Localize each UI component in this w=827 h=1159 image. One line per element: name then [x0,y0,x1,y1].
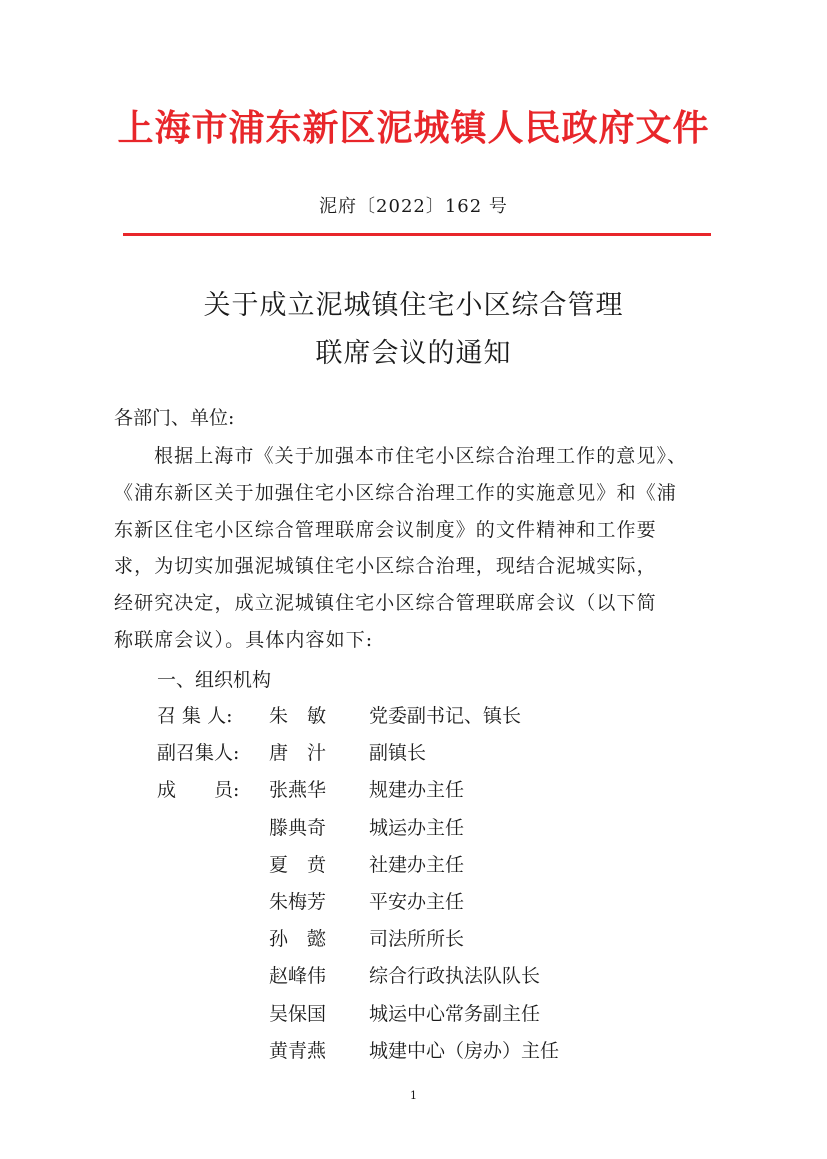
notice-title [0,282,827,378]
red-divider-line [123,233,711,236]
member-role: 召 集 人: [157,705,233,727]
member-title: 副镇长 [369,742,427,765]
member-name: 唐 汁 [269,742,327,765]
notice-title-line: 联席会议的通知 [315,338,512,369]
member-title: 司法所所长 [369,928,465,951]
member-row [0,701,827,738]
body-line: 称联席会议）。具体内容如下: [114,628,374,651]
member-name: 赵峰伟 [269,965,327,988]
member-row [0,999,827,1036]
member-row [0,961,827,998]
member-title: 平安办主任 [369,890,465,913]
member-row [0,887,827,924]
notice-title-line: 关于成立泥城镇住宅小区综合管理 [203,290,624,321]
member-title: 城建中心（房办）主任 [369,1039,560,1062]
body-line: 求，为切实加强泥城镇住宅小区综合治理，现结合泥城实际， [114,555,657,578]
member-name: 吴保国 [269,1002,327,1025]
salutation: 各部门、单位: [114,407,235,429]
document-number: 泥府〔2022〕162 号 [319,196,508,217]
member-list [0,701,827,1073]
body-line: 根据上海市《关于加强本市住宅小区综合治理工作的意见》、 [154,445,688,467]
page-number: 1 [410,1089,417,1102]
member-name: 朱梅芳 [269,890,327,913]
member-title: 城运中心常务副主任 [369,1002,541,1025]
member-role: 成 员: [157,779,240,802]
member-role: 副召集人: [157,742,240,765]
masthead-title: 上海市浦东新区泥城镇人民政府文件 [117,107,710,149]
member-row [0,1036,827,1073]
member-name: 夏 贲 [269,853,327,876]
member-row [0,738,827,775]
member-row [0,924,827,961]
member-title: 党委副书记、镇长 [369,705,522,727]
member-title: 城运办主任 [369,816,465,839]
member-row [0,850,827,887]
member-row [0,775,827,812]
body-line: 东新区住宅小区综合管理联席会议制度》的文件精神和工作要 [114,518,657,541]
section-heading-organization: 一、组织机构 [157,669,272,691]
member-name: 滕典奇 [269,816,327,839]
member-title: 综合行政执法队队长 [369,965,541,988]
body-line: 《浦东新区关于加强住宅小区综合治理工作的实施意见》和《浦 [114,481,677,504]
member-name: 张燕华 [269,779,327,802]
member-title: 规建办主任 [369,779,465,802]
member-row [0,813,827,850]
body-line: 经研究决定，成立泥城镇住宅小区综合管理联席会议（以下简 [114,592,657,615]
member-name: 黄青燕 [269,1039,327,1062]
body-paragraph [114,438,712,659]
member-name: 朱 敏 [269,705,327,727]
member-name: 孙 懿 [269,928,327,951]
member-title: 社建办主任 [369,853,465,876]
